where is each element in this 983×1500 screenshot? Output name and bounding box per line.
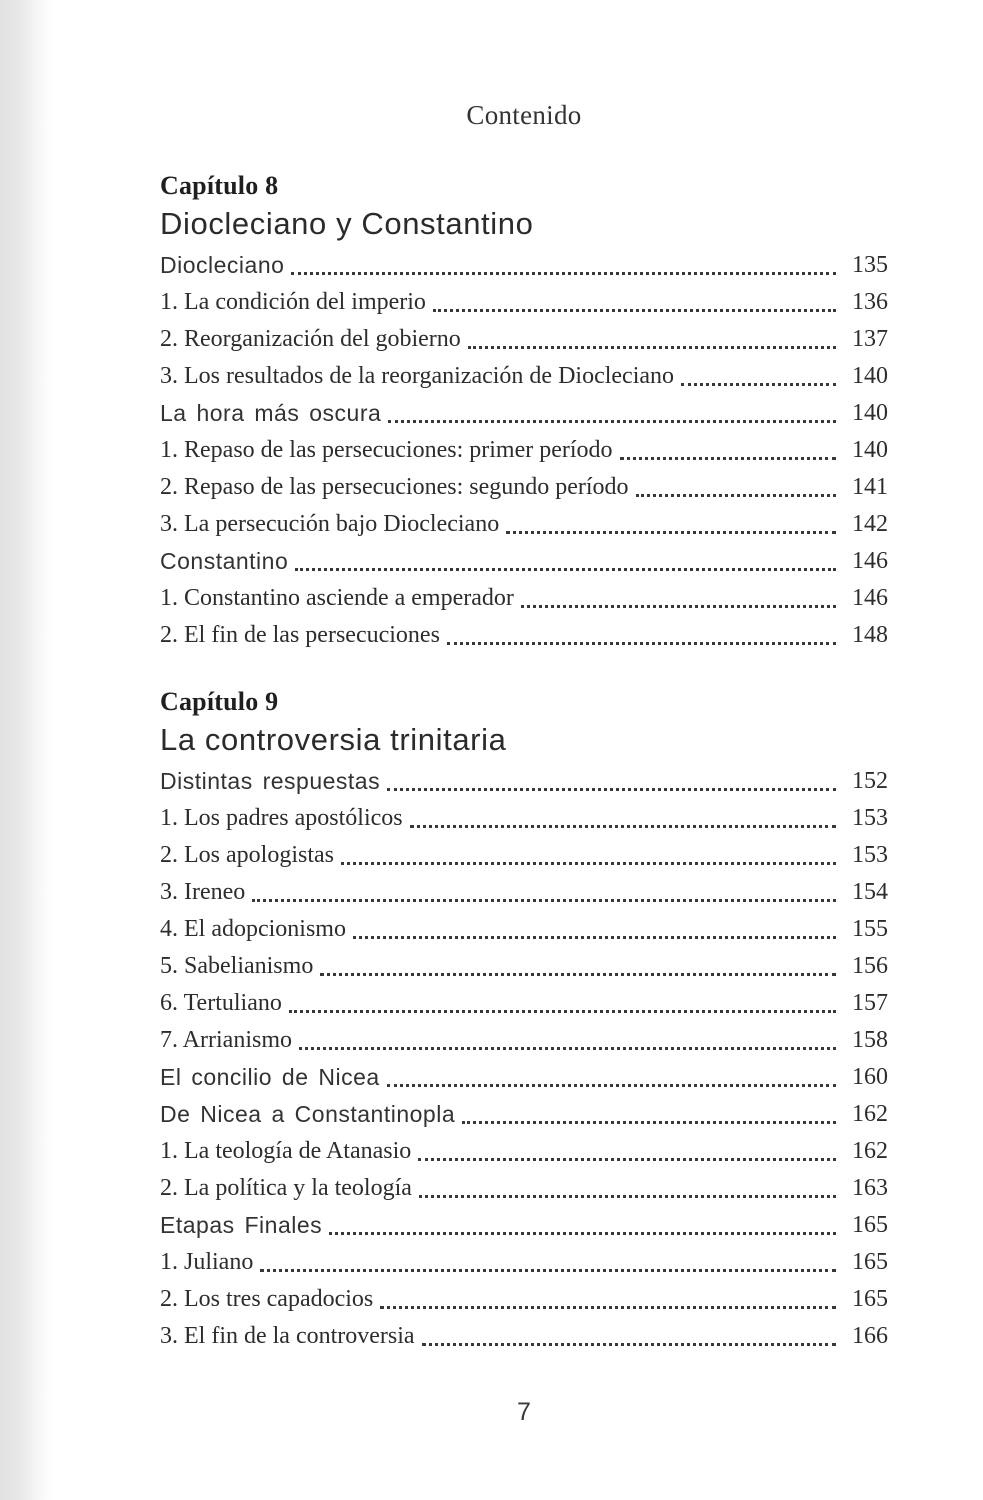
entry-page-number: 136	[852, 288, 888, 315]
entry-label: 1. Repaso de las persecuciones: primer período	[160, 436, 613, 463]
toc-entry	[160, 837, 888, 874]
entry-page-number: 140	[852, 399, 888, 426]
entry-label: 3. El fin de la controversia	[160, 1322, 415, 1349]
toc-entry	[160, 1244, 888, 1281]
entry-label: Constantino	[160, 547, 289, 574]
toc-entry	[160, 985, 888, 1022]
toc-entry	[160, 395, 888, 432]
toc-entry	[160, 874, 888, 911]
entry-page-number: 148	[852, 621, 888, 648]
entry-label: De Nicea a Constantinopla	[160, 1100, 456, 1127]
page-edge-shadow	[0, 0, 52, 1500]
toc-entry	[160, 763, 888, 800]
entry-page-number: 137	[852, 325, 888, 352]
entry-label: 6. Tertuliano	[160, 989, 282, 1016]
toc-entry	[160, 284, 888, 321]
entry-page-number: 146	[852, 584, 888, 611]
toc-entry	[160, 1318, 888, 1355]
toc-entry	[160, 1133, 888, 1170]
toc-page	[160, 0, 888, 1427]
entry-page-number: 158	[852, 1026, 888, 1053]
entry-page-number: 153	[852, 841, 888, 868]
entry-page-number: 153	[852, 804, 888, 831]
toc-entry	[160, 543, 888, 580]
toc-entry	[160, 247, 888, 284]
entry-page-number: 155	[852, 915, 888, 942]
entry-page-number: 165	[852, 1211, 888, 1238]
entry-page-number: 154	[852, 878, 888, 905]
entry-label: Etapas Finales	[160, 1211, 323, 1238]
entry-label: Diocleciano	[160, 251, 285, 278]
chapter-label: Capítulo 8	[160, 171, 279, 201]
entry-label: 4. El adopcionismo	[160, 915, 346, 942]
chapter-8-section	[160, 173, 888, 654]
chapter-8-entries	[160, 247, 888, 654]
entry-label: 1. La condición del imperio	[160, 288, 426, 315]
entry-label: 1. La teología de Atanasio	[160, 1137, 412, 1164]
toc-entry	[160, 1059, 888, 1096]
entry-label: 2. Los apologistas	[160, 841, 334, 868]
entry-page-number: 165	[852, 1285, 888, 1312]
entry-page-number: 162	[852, 1137, 888, 1164]
entry-label: La hora más oscura	[160, 399, 382, 426]
toc-entry	[160, 469, 888, 506]
entry-label: 3. La persecución bajo Diocleciano	[160, 510, 500, 537]
toc-entry	[160, 358, 888, 395]
toc-entry	[160, 1096, 888, 1133]
page-title: Contenido	[466, 100, 582, 130]
entry-page-number: 157	[852, 989, 888, 1016]
toc-entry	[160, 1022, 888, 1059]
entry-label: Distintas respuestas	[160, 767, 381, 794]
toc-entry	[160, 432, 888, 469]
entry-label: 2. La política y la teología	[160, 1174, 412, 1201]
entry-page-number: 163	[852, 1174, 888, 1201]
entry-label: 1. Juliano	[160, 1248, 254, 1275]
toc-entry	[160, 800, 888, 837]
entry-label: 3. Los resultados de la reorganización de Diocleciano	[160, 362, 675, 389]
entry-page-number: 146	[852, 547, 888, 574]
toc-entry	[160, 1170, 888, 1207]
entry-page-number: 165	[852, 1248, 888, 1275]
entry-page-number: 156	[852, 952, 888, 979]
chapter-title: Diocleciano y Constantino	[160, 206, 534, 242]
entry-label: 1. Constantino asciende a emperador	[160, 584, 514, 611]
entry-page-number: 141	[852, 473, 888, 500]
chapter-title: La controversia trinitaria	[160, 721, 507, 757]
entry-label: 2. Los tres capadocios	[160, 1285, 374, 1312]
toc-entry	[160, 1207, 888, 1244]
entry-label: El concilio de Nicea	[160, 1063, 380, 1090]
toc-entry	[160, 321, 888, 358]
entry-page-number: 140	[852, 436, 888, 463]
entry-label: 2. El fin de las persecuciones	[160, 621, 440, 648]
toc-entry	[160, 948, 888, 985]
entry-label: 5. Sabelianismo	[160, 952, 314, 979]
entry-label: 1. Los padres apostólicos	[160, 804, 403, 831]
entry-page-number: 142	[852, 510, 888, 537]
entry-label: 2. Repaso de las persecuciones: segundo período	[160, 473, 629, 500]
toc-entry	[160, 911, 888, 948]
entry-page-number: 140	[852, 362, 888, 389]
toc-entry	[160, 1281, 888, 1318]
entry-page-number: 152	[852, 767, 888, 794]
toc-entry	[160, 506, 888, 543]
entry-label: 2. Reorganización del gobierno	[160, 325, 461, 352]
entry-label: 7. Arrianismo	[160, 1026, 292, 1053]
chapter-9-section	[160, 686, 888, 1355]
entry-page-number: 166	[852, 1322, 888, 1349]
chapter-label: Capítulo 9	[160, 686, 279, 716]
chapter-9-entries	[160, 763, 888, 1355]
entry-page-number: 160	[852, 1063, 888, 1090]
toc-entry	[160, 617, 888, 654]
entry-label: 3. Ireneo	[160, 878, 246, 905]
toc-entry	[160, 580, 888, 617]
page-number-footer: 7	[517, 1397, 531, 1426]
entry-page-number: 162	[852, 1100, 888, 1127]
entry-page-number: 135	[852, 251, 888, 278]
